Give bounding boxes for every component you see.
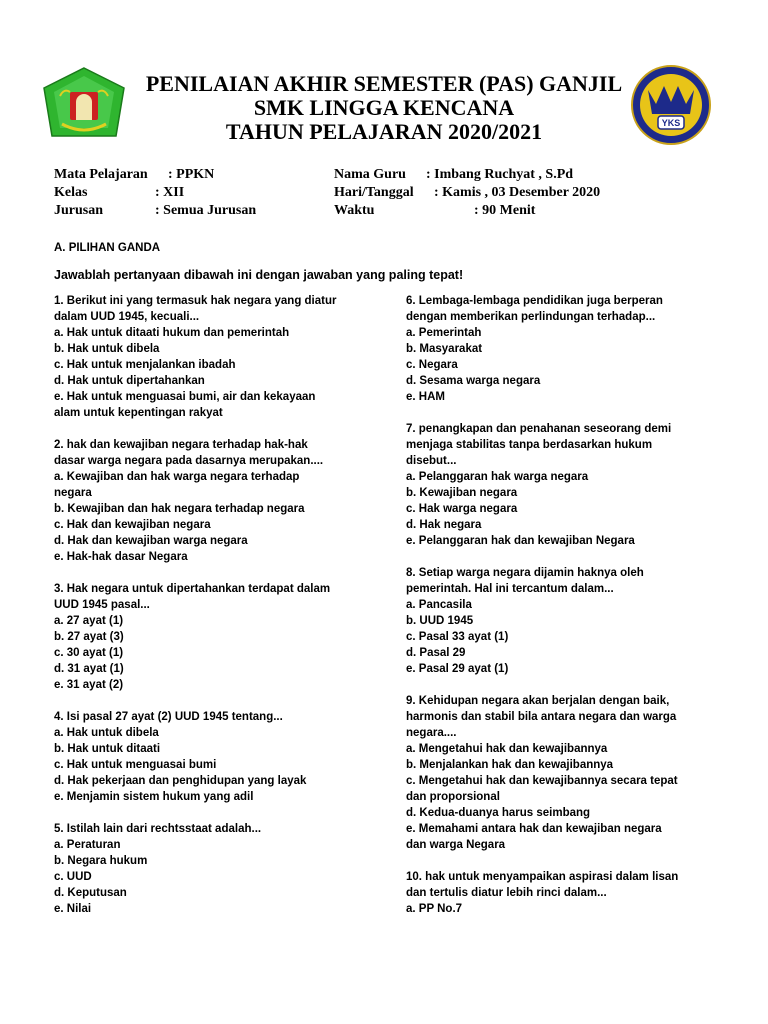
mapel-label: Mata Pelajaran xyxy=(54,167,148,182)
question-item xyxy=(406,293,712,405)
answer-option: e. Pasal 29 ayat (1) xyxy=(406,663,509,675)
answer-option: d. Keputusan xyxy=(54,887,127,899)
document-title xyxy=(140,72,628,144)
title-line-2: SMK LINGGA KENCANA xyxy=(253,95,515,120)
question-text: dasar warga negara pada dasarnya merupakan.... xyxy=(54,455,324,467)
tanggal-value: : Kamis , 03 Desember 2020 xyxy=(434,185,601,200)
question-text: 7. penangkapan dan penahanan seseorang demi xyxy=(406,423,672,435)
question-text: 10. hak untuk menyampaikan aspirasi dalam lisan xyxy=(406,871,679,883)
answer-option: d. Hak dan kewajiban warga negara xyxy=(54,535,248,547)
instruction: Jawablah pertanyaan dibawah ini dengan jawaban yang paling tepat! xyxy=(54,268,464,282)
answer-option: dan warga Negara xyxy=(406,839,506,851)
answer-option: d. Hak pekerjaan dan penghidupan yang layak xyxy=(54,775,307,787)
question-text: harmonis dan stabil bila antara negara dan warga xyxy=(406,711,677,723)
tanggal-label: Hari/Tanggal xyxy=(334,185,414,200)
logo-yks-text: YKS xyxy=(661,118,681,128)
questions-left-column xyxy=(54,293,372,933)
answer-option: a. Mengetahui hak dan kewajibannya xyxy=(406,743,608,755)
answer-option: e. Hak-hak dasar Negara xyxy=(54,551,188,563)
questions-right-column xyxy=(406,293,712,933)
question-text: 5. Istilah lain dari rechtsstaat adalah... xyxy=(54,823,262,835)
answer-option: e. Pelanggaran hak dan kewajiban Negara xyxy=(406,535,635,547)
answer-option: c. Hak warga negara xyxy=(406,503,518,515)
jurusan-value: : Semua Jurusan xyxy=(155,203,257,218)
answer-option: a. Peraturan xyxy=(54,839,121,851)
kelas-value: : XII xyxy=(155,185,185,200)
answer-option: e. Menjamin sistem hukum yang adil xyxy=(54,791,254,803)
answer-option: d. Hak negara xyxy=(406,519,482,531)
question-text: 4. Isi pasal 27 ayat (2) UUD 1945 tentang... xyxy=(54,711,283,723)
answer-option: a. Kewajiban dan hak warga negara terhadap xyxy=(54,471,300,483)
answer-option: d. Sesama warga negara xyxy=(406,375,541,387)
answer-option: b. Negara hukum xyxy=(54,855,148,867)
answer-option: a. Pemerintah xyxy=(406,327,482,339)
answer-option: a. Hak untuk ditaati hukum dan pemerintah xyxy=(54,327,290,339)
answer-option: e. Memahami antara hak dan kewajiban negara xyxy=(406,823,662,835)
question-text: disebut... xyxy=(406,455,457,467)
guru-label: Nama Guru xyxy=(334,167,406,182)
answer-option: alam untuk kepentingan rakyat xyxy=(54,407,223,419)
question-text: 9. Kehidupan negara akan berjalan dengan baik, xyxy=(406,695,670,707)
question-text: pemerintah. Hal ini tercantum dalam... xyxy=(406,583,614,595)
answer-option: d. Pasal 29 xyxy=(406,647,466,659)
answer-option: a. 27 ayat (1) xyxy=(54,615,124,627)
answer-option: a. Pancasila xyxy=(406,599,472,611)
answer-option: c. Mengetahui hak dan kewajibannya secara tepat xyxy=(406,775,678,787)
answer-option: c. Hak untuk menjalankan ibadah xyxy=(54,359,236,371)
info-right xyxy=(334,166,714,220)
answer-option: e. Hak untuk menguasai bumi, air dan kekayaan xyxy=(54,391,316,403)
section-title: A. PILIHAN GANDA xyxy=(54,242,161,254)
school-logo-left xyxy=(40,66,128,142)
answer-option: a. Hak untuk dibela xyxy=(54,727,159,739)
question-item xyxy=(406,421,712,549)
question-text: dalam UUD 1945, kecuali... xyxy=(54,311,200,323)
question-text: negara.... xyxy=(406,727,457,739)
question-item xyxy=(54,293,372,421)
waktu-value: : 90 Menit xyxy=(474,203,536,218)
question-text: 6. Lembaga-lembaga pendidikan juga berperan xyxy=(406,295,663,307)
question-text: menjaga stabilitas tanpa berdasarkan hukum xyxy=(406,439,653,451)
answer-option: b. Hak untuk ditaati xyxy=(54,743,161,755)
answer-option: c. Pasal 33 ayat (1) xyxy=(406,631,509,643)
answer-option: b. Masyarakat xyxy=(406,343,483,355)
answer-option: dan proporsional xyxy=(406,791,500,803)
question-item xyxy=(406,693,712,853)
answer-option: c. UUD xyxy=(54,871,92,883)
waktu-label: Waktu xyxy=(334,203,375,218)
question-text: UUD 1945 pasal... xyxy=(54,599,150,611)
answer-option: a. Pelanggaran hak warga negara xyxy=(406,471,589,483)
question-text: 3. Hak negara untuk dipertahankan terdapat dalam xyxy=(54,583,331,595)
mapel-value: : PPKN xyxy=(168,167,215,182)
title-line-3: TAHUN PELAJARAN 2020/2021 xyxy=(225,119,543,144)
info-left xyxy=(54,166,324,220)
question-item xyxy=(54,821,372,917)
jurusan-label: Jurusan xyxy=(54,203,104,218)
guru-value: : Imbang Ruchyat , S.Pd xyxy=(426,167,574,182)
answer-option: b. Menjalankan hak dan kewajibannya xyxy=(406,759,614,771)
question-text: dan tertulis diatur lebih rinci dalam... xyxy=(406,887,607,899)
foundation-logo-right xyxy=(630,64,712,146)
question-text: 2. hak dan kewajiban negara terhadap hak-hak xyxy=(54,439,308,451)
answer-option: b. 27 ayat (3) xyxy=(54,631,124,643)
answer-option: b. Kewajiban negara xyxy=(406,487,518,499)
question-item xyxy=(406,869,712,917)
answer-option: b. Kewajiban dan hak negara terhadap negara xyxy=(54,503,305,515)
question-text: 1. Berikut ini yang termasuk hak negara yang diatur xyxy=(54,295,337,307)
answer-option: negara xyxy=(54,487,92,499)
question-text: dengan memberikan perlindungan terhadap... xyxy=(406,311,656,323)
answer-option: d. Kedua-duanya harus seimbang xyxy=(406,807,591,819)
answer-option: d. Hak untuk dipertahankan xyxy=(54,375,205,387)
answer-option: a. PP No.7 xyxy=(406,903,463,915)
answer-option: c. Hak untuk menguasai bumi xyxy=(54,759,217,771)
question-item xyxy=(54,709,372,805)
question-item xyxy=(406,565,712,677)
question-item xyxy=(54,437,372,565)
answer-option: b. Hak untuk dibela xyxy=(54,343,160,355)
question-text: 8. Setiap warga negara dijamin haknya oleh xyxy=(406,567,644,579)
question-item xyxy=(54,581,372,693)
answer-option: c. Negara xyxy=(406,359,458,371)
answer-option: c. 30 ayat (1) xyxy=(54,647,124,659)
answer-option: e. Nilai xyxy=(54,903,92,915)
answer-option: b. UUD 1945 xyxy=(406,615,474,627)
answer-option: c. Hak dan kewajiban negara xyxy=(54,519,211,531)
kelas-label: Kelas xyxy=(54,185,88,200)
answer-option: e. 31 ayat (2) xyxy=(54,679,124,691)
answer-option: e. HAM xyxy=(406,391,445,403)
answer-option: d. 31 ayat (1) xyxy=(54,663,124,675)
title-line-1: PENILAIAN AKHIR SEMESTER (PAS) GANJIL xyxy=(145,71,623,96)
